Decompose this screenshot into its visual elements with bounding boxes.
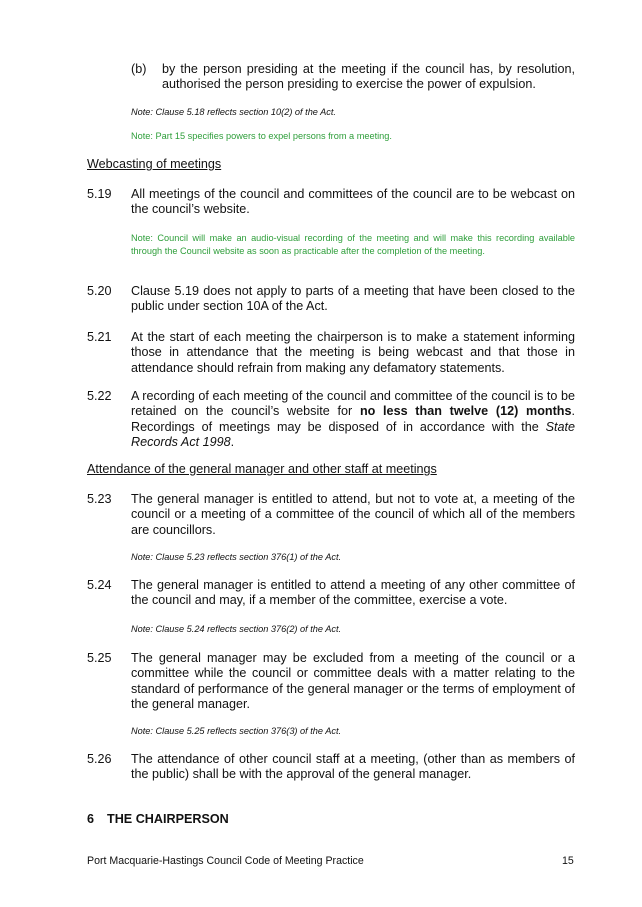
- clause-number: 5.19: [87, 187, 112, 201]
- clause-5-26-text: The attendance of other council staff at a meeting, (other than as members of the public) shall be with the approval of the general manager.: [131, 752, 575, 782]
- act-title: State Records Act 1998: [131, 419, 575, 449]
- clause-5-22-text: [131, 389, 575, 450]
- note-clause-5-18: Note: Clause 5.18 reflects section 10(2) of the Act.: [131, 107, 336, 117]
- clause-5-24-text: The general manager is entitled to attend a meeting of any other committee of the council and may, if a member of the committee, exercise a vote.: [131, 578, 575, 608]
- note-clause-5-24: Note: Clause 5.24 reflects section 376(2) of the Act.: [131, 624, 342, 634]
- note-clause-5-25: Note: Clause 5.25 reflects section 376(3) of the Act.: [131, 726, 342, 736]
- clause-5-23-text: The general manager is entitled to attend, but not to vote at, a meeting of the council or a meeting of a committee of the council of which all of the members are councillors.: [131, 492, 575, 537]
- clause-5-25-text: The general manager may be excluded from a meeting of the council or a committee while the council or committee deals with a matter relating to the standard of performance of the general manager or the terms of employment of the general manager.: [131, 651, 575, 711]
- retention-period: no less than twelve (12) months: [359, 404, 572, 419]
- clause-number: 5.26: [87, 752, 112, 766]
- clause-number: 5.21: [87, 330, 112, 344]
- clause-number: 5.23: [87, 492, 112, 506]
- footer-title: Port Macquarie-Hastings Council Code of Meeting Practice: [87, 855, 364, 867]
- clause-5-20-text: Clause 5.19 does not apply to parts of a meeting that have been closed to the public under section 10A of the Act.: [131, 284, 575, 314]
- note-clause-5-23: Note: Clause 5.23 reflects section 376(1) of the Act.: [131, 552, 342, 562]
- note-webcast-recording: Note: Council will make an audio-visual recording of the meeting and will make this recording available through the Council website as soon as practicable after the completion of the meeting.: [131, 233, 575, 256]
- heading-attendance: Attendance of the general manager and other staff at meetings: [87, 462, 437, 476]
- clause-5-21-text: At the start of each meeting the chairperson is to make a statement informing those in attendance that the meeting is being webcast and that those in attendance should refrain from making any defamatory statements.: [131, 330, 575, 375]
- clause-5-22-part-c: .: [230, 434, 235, 449]
- clause-number: 5.25: [87, 651, 112, 665]
- section-6-heading: [87, 812, 229, 827]
- item-b-label: (b): [131, 62, 147, 76]
- clause-number: 5.24: [87, 578, 112, 592]
- section-title: THE CHAIRPERSON: [107, 812, 229, 826]
- section-number: 6: [87, 812, 95, 826]
- page-number: 15: [562, 855, 574, 867]
- clause-number: 5.22: [87, 389, 112, 403]
- clause-5-22-part-a: A recording of each meeting of the council and committee of the council is to be retained on the council’s website for: [131, 389, 575, 419]
- note-part-15: Note: Part 15 specifies powers to expel persons from a meeting.: [131, 131, 392, 141]
- clause-5-22-part-b: . Recordings of meetings may be disposed of in accordance with the: [131, 404, 575, 434]
- clause-number: 5.20: [87, 284, 112, 298]
- item-b-text: by the person presiding at the meeting if the council has, by resolution, authorised the person presiding to exercise the power of expulsion.: [162, 62, 575, 92]
- clause-5-19-text: All meetings of the council and committees of the council are to be webcast on the council’s website.: [131, 187, 575, 217]
- heading-webcasting: Webcasting of meetings: [87, 157, 222, 171]
